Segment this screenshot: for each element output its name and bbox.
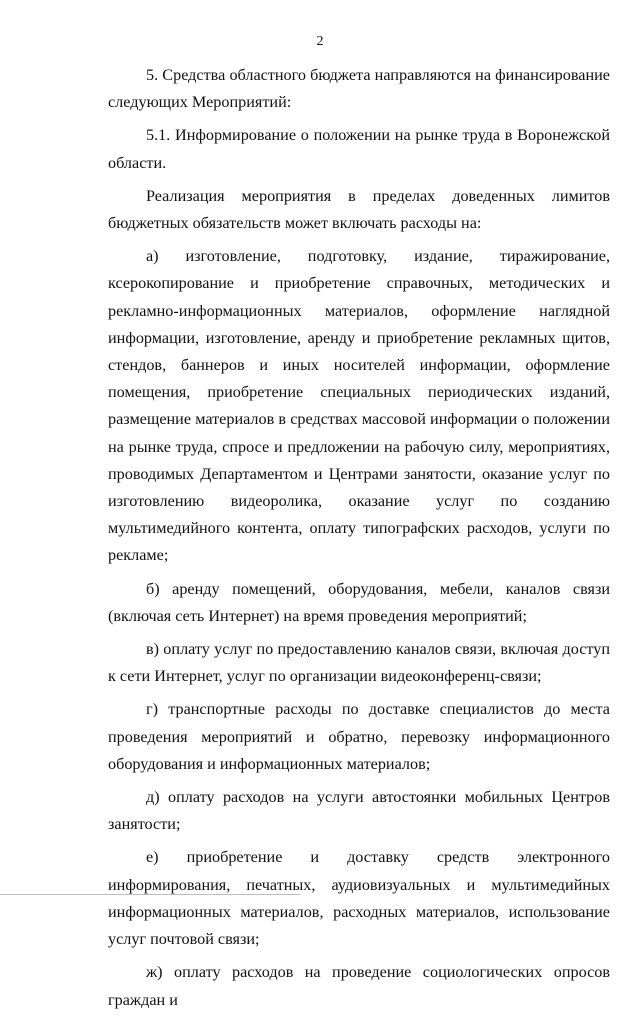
paragraph-item-zh: ж) оплату расходов на проведение социологических опросов граждан и <box>108 963 610 1009</box>
paragraph-item-g: г) транспортные расходы по доставке специалистов до места проведения мероприятий и обратно, перевозку информационного оборудования и информационных материалов; <box>108 700 610 773</box>
paragraph-item-e: е) приобретение и доставку средств электронного информирования, печатных, аудиовизуальных и мультимедийных информационных материалов, расходных материалов, использование услуг почтовой связи; <box>108 848 610 949</box>
paragraph-item-d: д) оплату расходов на услуги автостоянки мобильных Центров занятости; <box>108 788 610 834</box>
page-number: 2 <box>316 34 324 49</box>
paragraph-5-1: 5.1. Информирование о положении на рынке труда в Воронежской области. <box>108 126 610 172</box>
paragraph-item-b: б) аренду помещений, оборудования, мебели, каналов связи (включая сеть Интернет) на время проведения мероприятий; <box>108 579 610 625</box>
page-bottom-rule <box>0 894 300 895</box>
paragraph-item-v: в) оплату услуг по предоставлению каналов связи, включая доступ к сети Интернет, услуг по организации видеоконференц-связи; <box>108 640 610 686</box>
paragraph-implementation: Реализация мероприятия в пределах доведенных лимитов бюджетных обязательств может включать расходы на: <box>108 186 610 233</box>
paragraph-5: 5. Средства областного бюджета направляются на финансирование следующих Мероприятий: <box>108 66 610 112</box>
paragraph-item-a: а) изготовление, подготовку, издание, тиражирование, ксерокопирование и приобретение справочных, методических и рекламно-информационных материалов, оформление наглядной информации, изготовление, аренду и приобретение рекламных щитов, стендов, баннеров и иных носителей информации, оформление помещения, приобретение специальных периодических изданий, размещение материалов в средствах массовой информации о положении на рынке труда, спросе и предложении на рабочую силу, мероприятиях, проводимых Департаментом и Центрами занятости, оказание услуг по изготовлению видеоролика, оказание услуг по созданию мультимедийного контента, оплату типографских расходов, услуги по рекламе; <box>108 247 610 565</box>
document-body <box>108 62 610 1020</box>
